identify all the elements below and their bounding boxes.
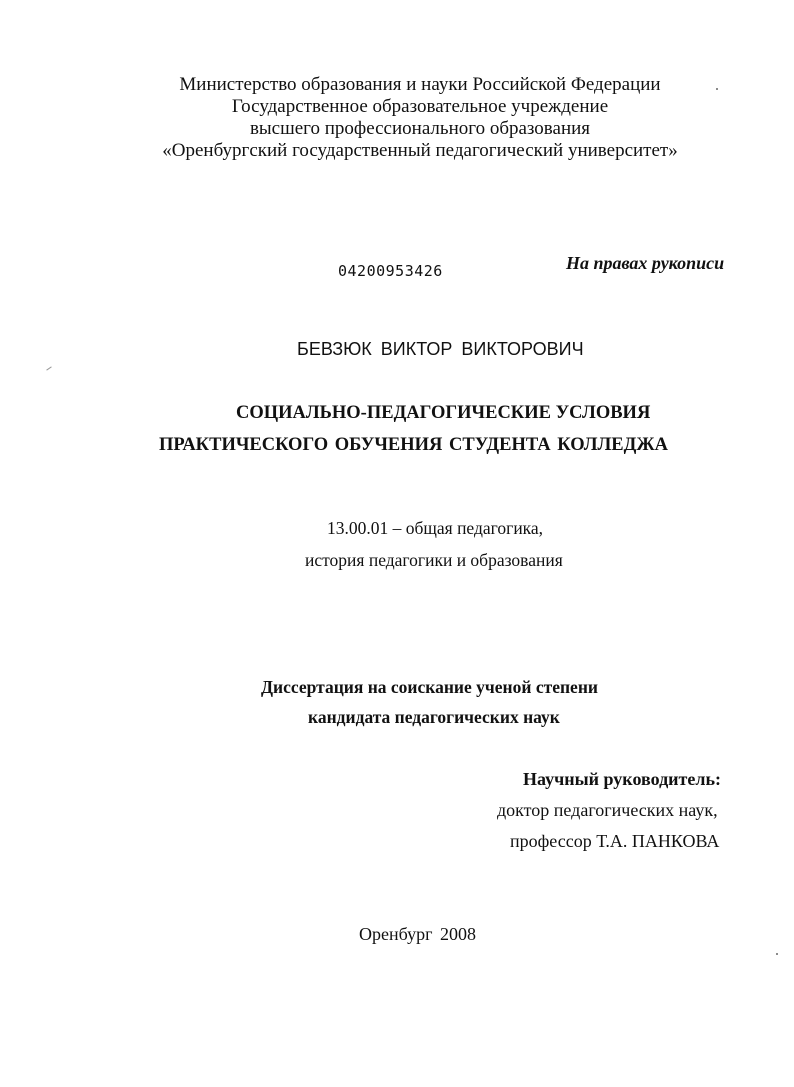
scan-speck — [776, 953, 778, 955]
university-name: «Оренбургский государственный педагогический университет» — [162, 140, 678, 161]
ministry-name: Министерство образования и науки Российской Федерации — [179, 74, 661, 95]
supervisor-name: профессор Т.А. ПАНКОВА — [510, 831, 720, 851]
supervisor-heading: Научный руководитель: — [523, 769, 721, 789]
title-line-1: СОЦИАЛЬНО-ПЕДАГОГИЧЕСКИЕ УСЛОВИЯ — [236, 403, 651, 423]
supervisor-degree: доктор педагогических наук, — [497, 800, 718, 820]
city-year: Оренбург 2008 — [359, 924, 476, 944]
stamp-number: 04200953426 — [338, 262, 443, 280]
scan-mark — [46, 366, 51, 370]
specialty-name: история педагогики и образования — [305, 550, 563, 570]
author-name: БЕВЗЮК ВИКТОР ВИКТОРОВИЧ — [297, 339, 584, 359]
dissertation-line-2: кандидата педагогических наук — [308, 707, 560, 727]
specialty-code: 13.00.01 – общая педагогика, — [327, 518, 544, 538]
institution-type: Государственное образовательное учреждение — [231, 96, 609, 117]
title-line-2: ПРАКТИЧЕСКОГО ОБУЧЕНИЯ СТУДЕНТА КОЛЛЕДЖА — [159, 435, 668, 455]
scan-speck — [716, 88, 718, 90]
dissertation-line-1: Диссертация на соискание ученой степени — [261, 677, 598, 697]
education-level: высшего профессионального образования — [249, 118, 591, 139]
rights-note: На правах рукописи — [566, 253, 725, 273]
